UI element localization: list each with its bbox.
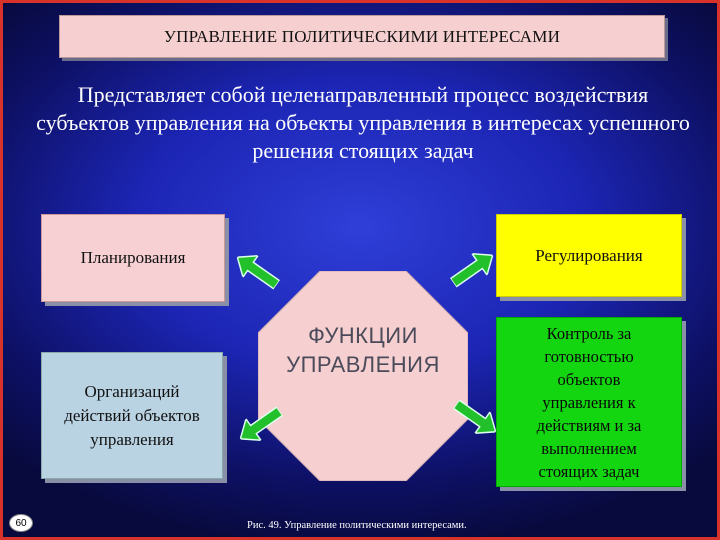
planning-box	[41, 214, 225, 302]
page-number: 60	[9, 514, 33, 532]
planning-label: Планирования	[80, 248, 186, 267]
intro-text: Представляет собой целенаправленный процесс воздействия субъектов управления на объекты управления в интересах успешного решения стоящих задач	[36, 82, 690, 163]
title-box	[59, 15, 665, 58]
center-label	[258, 321, 468, 379]
regulation-box	[496, 214, 682, 297]
slide-title: УПРАВЛЕНИЕ ПОЛИТИЧЕСКИМИ ИНТЕРЕСАМИ	[163, 26, 561, 46]
control-label: Контроль за готовностью объектов управления к действиям и за выполнением стоящих задач	[536, 323, 642, 481]
figure-caption: Рис. 49. Управление политическими интересами.	[247, 520, 467, 531]
control-box	[496, 317, 682, 487]
center-label-line1: ФУНКЦИИ	[308, 323, 418, 348]
center-label-line2: УПРАВЛЕНИЯ	[286, 352, 440, 377]
organization-box	[41, 352, 223, 479]
organization-label: Организаций действий объектов управления	[64, 381, 200, 449]
regulation-label: Регулирования	[535, 245, 643, 265]
